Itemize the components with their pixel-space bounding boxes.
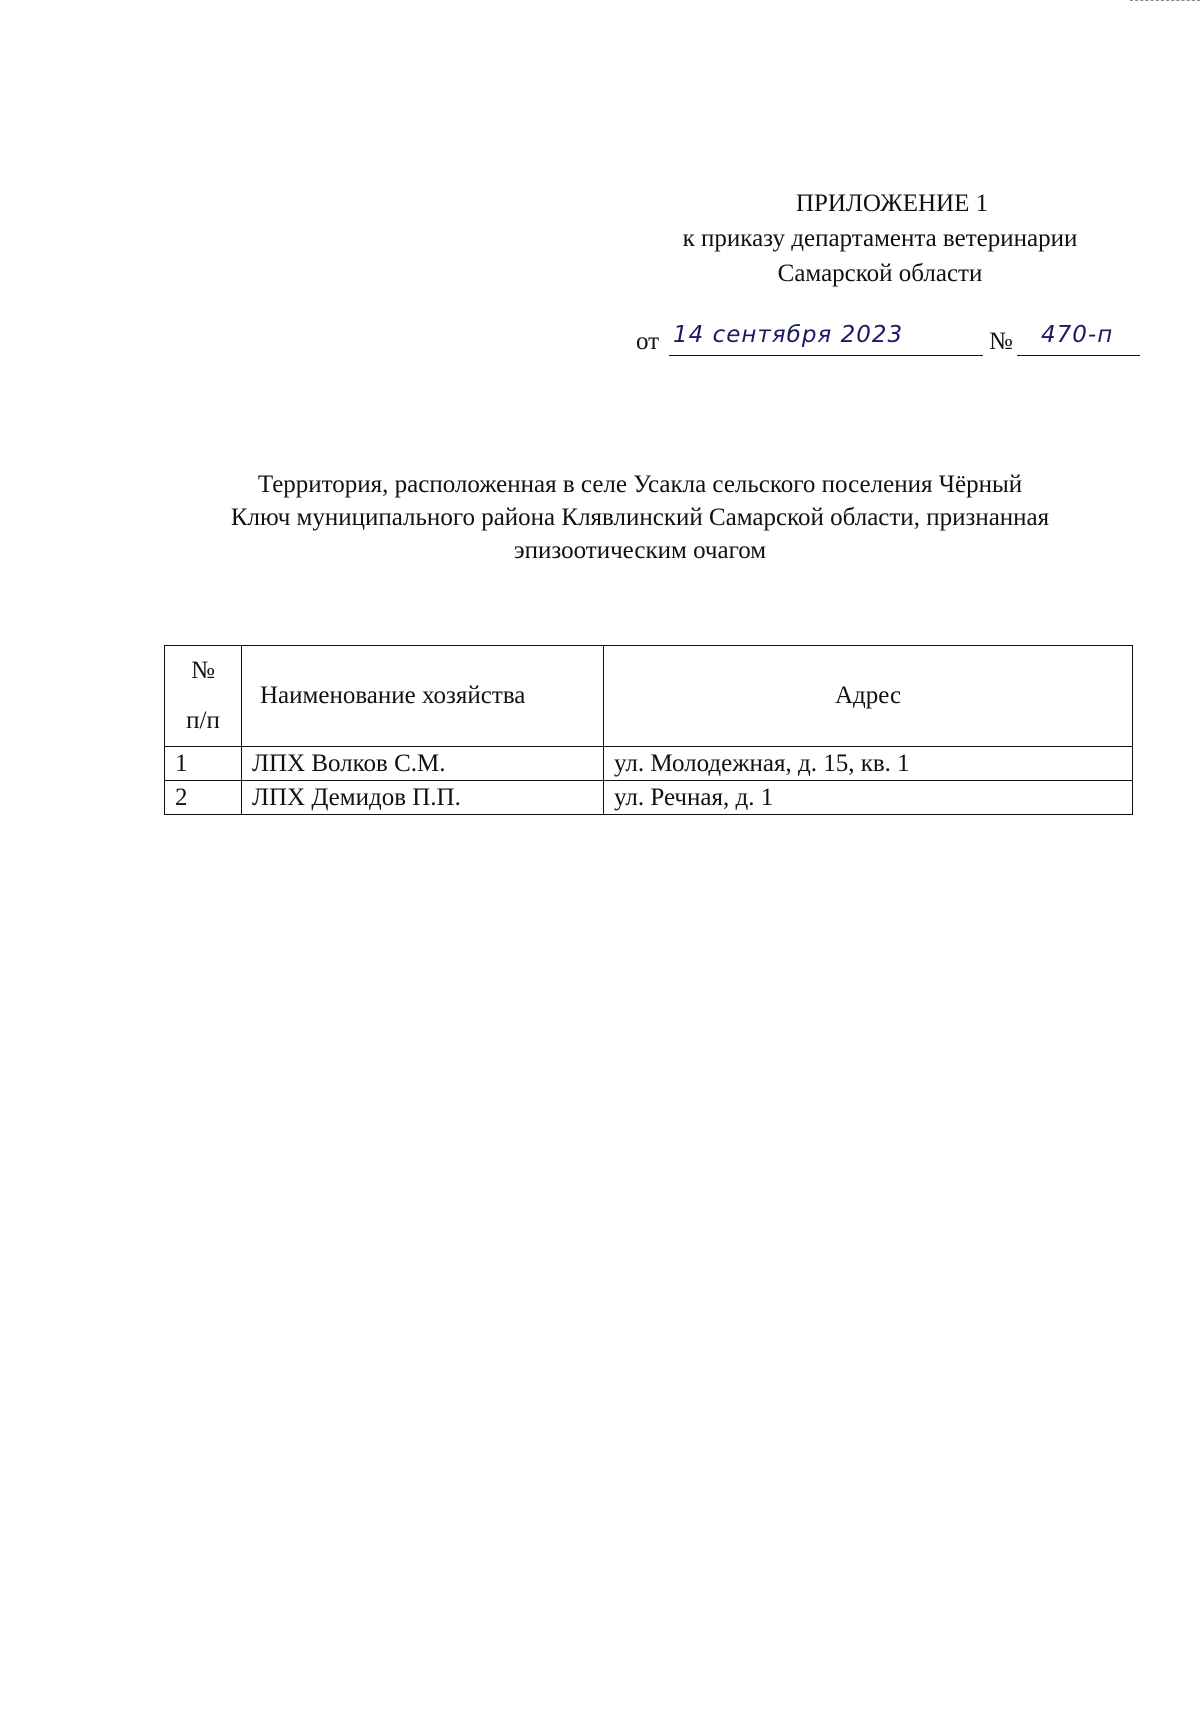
row-number-cell: 1: [165, 747, 242, 781]
appendix-title: ПРИЛОЖЕНИЕ 1: [795, 190, 989, 217]
column-header-number-abbr: п/п: [186, 707, 220, 734]
column-header-number-symbol: №: [191, 657, 215, 684]
row-household-name-cell: ЛПХ Демидов П.П.: [242, 781, 604, 815]
row-household-name-cell: ЛПХ Волков С.М.: [242, 747, 604, 781]
table-header-row: [165, 646, 1133, 747]
heading-line-2: Ключ муниципального района Клявлинский Самарской области, признанная: [230, 504, 1050, 531]
order-from-label: от: [636, 328, 660, 355]
table-row: [165, 747, 1133, 781]
appendix-line-region: Самарской области: [777, 260, 983, 287]
heading-line-3: эпизоотическим очагом: [513, 537, 767, 564]
row-address-cell: ул. Речная, д. 1: [604, 781, 1133, 815]
heading-line-1: Территория, расположенная в селе Усакла сельского поселения Чёрный: [257, 471, 1023, 498]
households-table: [164, 645, 1133, 815]
document-heading: [160, 468, 1120, 567]
order-number-handwritten: 470-п: [1017, 322, 1140, 356]
order-date-handwritten: 14 сентября 2023: [669, 322, 983, 356]
column-header-number: [165, 646, 242, 747]
appendix-line-order: к приказу департамента ветеринарии: [682, 225, 1078, 252]
order-number-label: №: [989, 328, 1013, 355]
row-number-cell: 2: [165, 781, 242, 815]
table-row: [165, 781, 1133, 815]
appendix-header: [620, 186, 1140, 291]
order-reference: [636, 322, 1140, 366]
scan-corner-mark: [1130, 0, 1200, 1]
row-address-cell: ул. Молодежная, д. 15, кв. 1: [604, 747, 1133, 781]
column-header-name: Наименование хозяйства: [242, 646, 604, 747]
column-header-address: Адрес: [604, 646, 1133, 747]
